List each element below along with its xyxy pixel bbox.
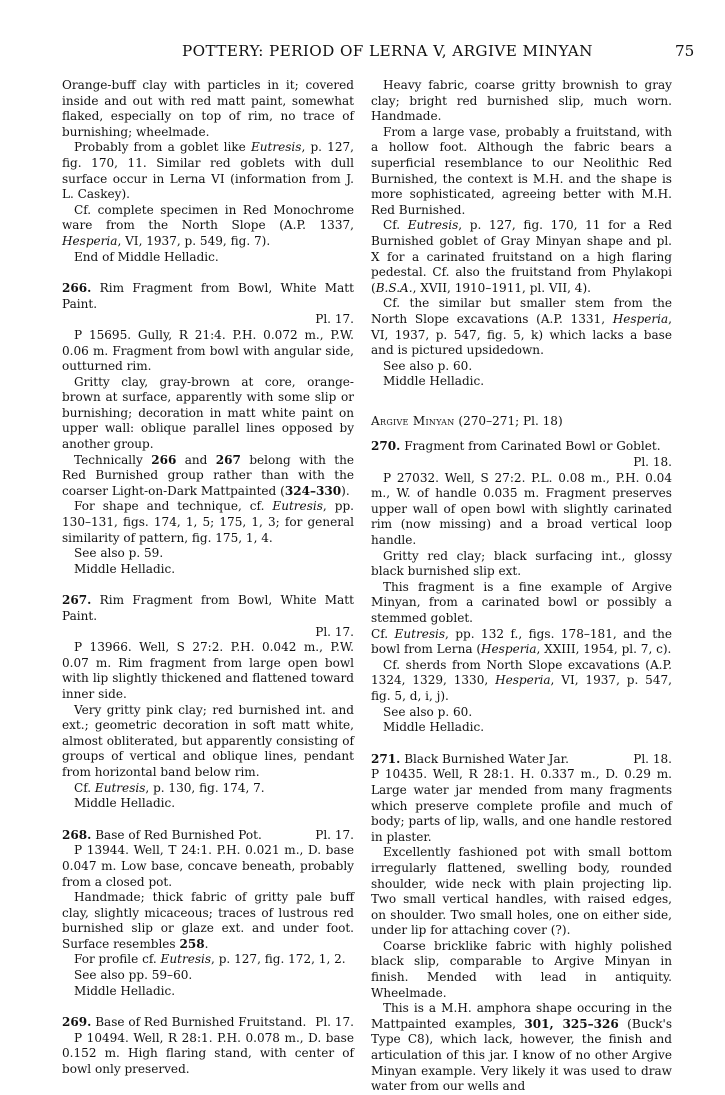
entry-description: Cf. sherds from North Slope excavations (A.P. 1324, 1329, 1330, Hesperia, VI, 1937, p. 547, fig. 5, d, i, j). <box>371 657 673 703</box>
catalogue-entry-270 <box>371 439 672 735</box>
entry-description: Middle Helladic. <box>383 720 485 735</box>
plate-reference: Pl. 17. <box>315 1015 354 1030</box>
catalogue-entry-269 <box>62 1015 354 1077</box>
entry-description: P 10494. Well, R 28:1. P.H. 0.078 m., D. base 0.152 m. High flaring stand, with center of bowl only preserved. <box>62 1030 354 1077</box>
right-column <box>371 78 672 1095</box>
entry-heading: 267. Rim Fragment from Bowl, White Matt Paint. <box>62 593 354 623</box>
paragraph: From a large vase, probably a fruitstand, with a hollow foot. Although the fabric bears a superficial resemblance to our Neolithic Red Burnished, the context is M.H. and the shape is more sophisticated, agreeing better with M.H. Red Burnished. <box>371 124 672 217</box>
paragraph: Middle Helladic. <box>383 374 485 389</box>
entry-description: Cf. Eutresis, pp. 132 f., figs. 178–181, and the bowl from Lerna (Hesperia, XXIII, 1954, pl. 7, c). <box>371 626 672 657</box>
entry-description: This is a M.H. amphora shape occuring in the Mattpainted examples, 301, 325–326 (Buck's Type C8), which lack, however, the finish and articulation of this jar. I know of no other Argive Minyan example. Very likely it was used to draw water from our wells and <box>371 1001 673 1094</box>
entry-description: Coarse bricklike fabric with highly polished black slip, comparable to Argive Minyan in finish. Mended with lead in antiquity. Wheelmade. <box>371 938 672 1000</box>
entry-description: For shape and technique, cf. Eutresis, pp. 130–131, figs. 174, 1, 5; 175, 1, 3; for general similarity of pattern, fig. 175, 1, 4. <box>62 499 354 545</box>
catalogue-entry-267 <box>62 593 354 811</box>
entry-description: Excellently fashioned pot with small bottom irregularly flattened, swelling body, rounded shoulder, wide neck with plain projecting lip. Two small vertical handles, with raised edges, on shoulder. Two small holes, one on either side, under lip for attaching cover (?). <box>371 845 672 938</box>
entry-description: P 10435. Well, R 28:1. H. 0.337 m., D. 0.29 m. Large water jar mended from many fragments which preserve complete profile and much of body; parts of lip, walls, and one handle restored in plaster. <box>371 767 672 844</box>
paragraph: See also p. 60. <box>383 358 473 373</box>
plate-reference: Pl. 17. <box>315 827 354 842</box>
entry-description: For profile cf. Eutresis, p. 127, fig. 172, 1, 2. <box>74 952 346 967</box>
entry-description: Handmade; thick fabric of gritty pale buff clay, slightly micaceous; traces of lustrous red burnished slip or glaze ext. and under foot. Surface resembles 258. <box>62 890 354 951</box>
entry-description: This fragment is a fine example of Argive Minyan, from a carinated bowl or possibly a stemmed goblet. <box>371 579 672 625</box>
entry-description: See also p. 60. <box>383 704 473 719</box>
entry-description: Cf. Eutresis, p. 130, fig. 174, 7. <box>74 780 265 795</box>
entry-description: Very gritty pink clay; red burnished int. and ext.; geometric decoration in soft matt white, almost obliterated, but apparently consisting of groups of vertical and oblique lines, pendant from horizontal band below rim. <box>62 702 354 779</box>
paragraph: Probably from a goblet like Eutresis, p. 127, fig. 170, 11. Similar red goblets with dull surface occur in Lerna VI (information from J. L. Caskey). <box>62 140 354 202</box>
page-number: 75 <box>675 42 695 60</box>
catalogue-entry-271 <box>371 752 672 1095</box>
entry-description: P 13944. Well, T 24:1. P.H. 0.021 m., D. base 0.047 m. Low base, concave beneath, probably from a closed pot. <box>62 843 354 889</box>
entry-description: Middle Helladic. <box>74 796 176 811</box>
entry-description: Middle Helladic. <box>74 561 176 576</box>
entry-description: Middle Helladic. <box>74 983 176 998</box>
paragraph: Cf. complete specimen in Red Monochrome ware from the North Slope (A.P. 1337, Hesperia, VI, 1937, p. 549, fig. 7). <box>62 202 354 248</box>
entry-description: Gritty clay, gray-brown at core, orange-brown at surface, apparently with some slip or burnishing; decoration in matt white paint on upper wall: oblique parallel lines opposed by another group. <box>62 374 354 452</box>
entry-heading: 269. Base of Red Burnished Fruitstand. Pl. 17. <box>62 1015 354 1030</box>
paragraph: Cf. the similar but smaller stem from the North Slope excavations (A.P. 1331, Hesperia, VI, 1937, p. 547, fig. 5, k) which lacks a base and is pictured upsidedown. <box>371 296 672 358</box>
entry-description: See also p. 59. <box>74 546 164 561</box>
paragraph: Orange-buff clay with particles in it; covered inside and out with red matt paint, somewhat flaked, especially on top of rim, no trace of burnishing; wheelmade. <box>62 78 354 139</box>
catalogue-entry-266 <box>62 281 354 577</box>
entry-description: P 15695. Gully, R 21:4. P.H. 0.072 m., P.W. 0.06 m. Fragment from bowl with angular side, outturned rim. <box>62 327 354 374</box>
paragraph: Cf. Eutresis, p. 127, fig. 170, 11 for a Red Burnished goblet of Gray Minyan shape and pl. X for a carinated fruitstand on a high flaring pedestal. Cf. also the fruitstand from Phylakopi (B.S.A., XVII, 1910–1911, pl. VII, 4). <box>371 218 673 295</box>
entry-description: Gritty red clay; black surfacing int., glossy black burnished slip ext. <box>371 548 672 579</box>
entry-description: P 13966. Well, S 27:2. P.H. 0.042 m., P.W. 0.07 m. Rim fragment from large open bowl with lip slightly thickened and flattened toward inner side. <box>62 640 354 701</box>
paragraph: Heavy fabric, coarse gritty brownish to gray clay; bright red burnished slip, much worn. Handmade. <box>371 78 672 124</box>
running-title: POTTERY: PERIOD OF LERNA V, ARGIVE MINYAN <box>182 42 593 60</box>
plate-reference: Pl. 17. <box>315 312 354 327</box>
running-header <box>0 0 725 58</box>
plate-reference: Pl. 17. <box>315 624 354 639</box>
paragraph: End of Middle Helladic. <box>74 249 219 264</box>
catalogue-entry-268 <box>62 828 354 1000</box>
entry-description: P 27032. Well, S 27:2. P.L. 0.08 m., P.H. 0.04 m., W. of handle 0.035 m. Fragment preserves upper wall of open bowl with slightly carinated rim (now missing) and a broad vertical loop handle. <box>371 470 672 548</box>
entry-description: Technically 266 and 267 belong with the Red Burnished group rather than with the coarser Light-on-Dark Mattpainted (324–330). <box>62 452 355 498</box>
entry-heading: 268. Base of Red Burnished Pot. Pl. 17. <box>62 827 354 842</box>
section-heading: Argive Minyan (270–271; Pl. 18) <box>371 413 563 428</box>
entry-heading: 266. Rim Fragment from Bowl, White Matt Paint. <box>62 281 354 311</box>
plate-reference: Pl. 18. <box>633 455 672 470</box>
entry-heading: 270. Fragment from Carinated Bowl or Goblet. <box>371 439 661 454</box>
entry-heading: 271. Black Burnished Water Jar. Pl. 18. <box>371 751 672 766</box>
plate-reference: Pl. 18. <box>633 751 672 766</box>
entry-description: See also pp. 59–60. <box>74 968 193 983</box>
left-column <box>62 78 354 1078</box>
